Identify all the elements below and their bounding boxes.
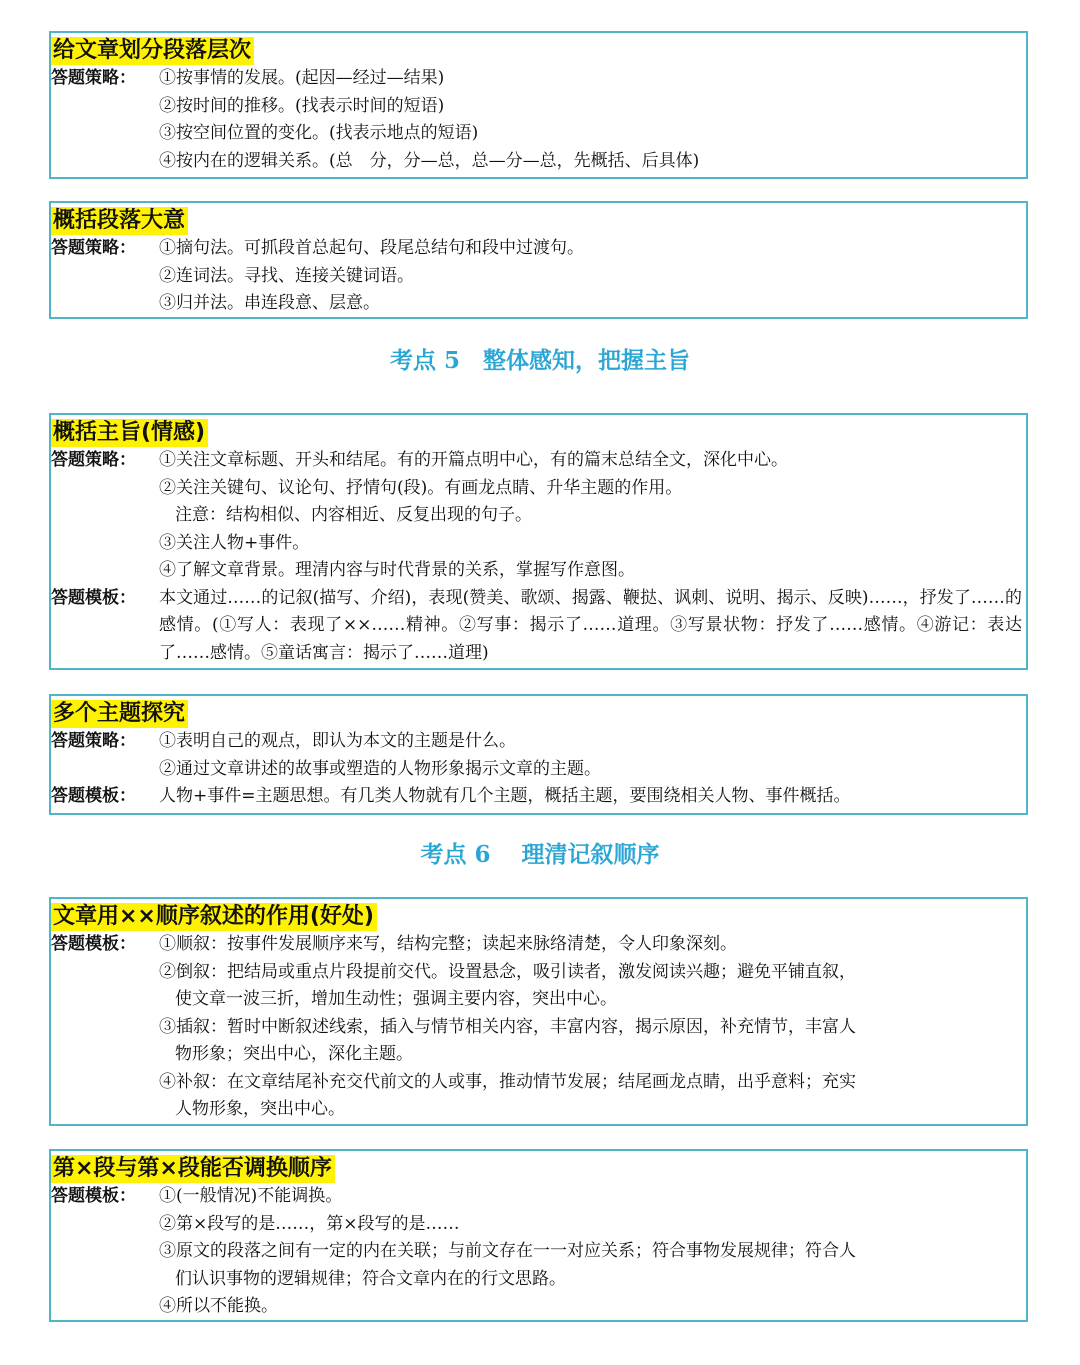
strategy-item: ①摘句法。可抓段首总起句、段尾总结句和段中过渡句。: [159, 238, 584, 258]
card-narrative-order: [49, 897, 1028, 1126]
template-item: ①(一般情况)不能调换。: [159, 1186, 343, 1206]
template-label: 答题模板：: [51, 587, 136, 608]
template-item-cont: 人物形象，突出中心。: [175, 1099, 345, 1119]
strategy-item: ③归并法。串连段意、层意。: [159, 293, 380, 313]
strategy-label: 答题策略：: [51, 450, 136, 470]
template-item-cont: 物形象；突出中心，深化主题。: [175, 1044, 413, 1064]
strategy-item: ①关注文章标题、开头和结尾。有的开篇点明中心，有的篇末总结全文，深化中心。: [159, 450, 788, 470]
template-item: ③原文的段落之间有一定的内在关联；与前文存在一一对应关系；符合事物发展规律；符合人: [159, 1241, 856, 1261]
card-title: 概括段落大意: [51, 207, 188, 235]
card-multiple-themes: [49, 694, 1028, 815]
template-item: ①顺叙：按事件发展顺序来写，结构完整；读起来脉络清楚，令人印象深刻。: [159, 934, 737, 954]
card-summarize-paragraph: [49, 201, 1028, 319]
card-title: 给文章划分段落层次: [51, 37, 254, 65]
template-item: ②倒叙：把结局或重点片段提前交代。设置悬念，吸引读者，激发阅读兴趣；避免平铺直叙，: [159, 961, 856, 982]
template-label: 答题模板：: [51, 786, 136, 806]
template-item: ④所以不能换。: [159, 1296, 278, 1316]
template-item-cont: 使文章一波三折，增加生动性；强调主要内容，突出中心。: [175, 989, 617, 1009]
card-main-theme: [49, 413, 1028, 670]
strategy-label: 答题策略：: [51, 68, 136, 88]
strategy-item: ②关注关键句、议论句、抒情句(段)。有画龙点睛、升华主题的作用。: [159, 477, 683, 498]
strategy-label: 答题策略：: [51, 731, 136, 751]
template-item: ②第×段写的是……，第×段写的是……: [159, 1213, 460, 1234]
section-heading-6: 考点 6 理清记叙顺序: [420, 841, 660, 868]
strategy-item: ④了解文章背景。理清内容与时代背景的关系，掌握写作意图。: [159, 560, 635, 580]
strategy-item: ②连词法。寻找、连接关键词语。: [159, 265, 414, 286]
strategy-item: ①按事情的发展。(起因—经过—结果): [159, 68, 445, 88]
template-label: 答题模板：: [51, 1186, 136, 1206]
strategy-note: 注意：结构相似、内容相近、反复出现的句子。: [175, 505, 532, 525]
strategy-item: ②通过文章讲述的故事或塑造的人物形象揭示文章的主题。: [159, 758, 601, 779]
template-text: 人物+事件=主题思想。有几类人物就有几个主题，概括主题，要围绕相关人物、事件概括。: [159, 786, 851, 806]
strategy-item: ③按空间位置的变化。(找表示地点的短语): [159, 123, 479, 143]
card-divide-paragraphs: [49, 31, 1028, 179]
template-label: 答题模板：: [51, 934, 136, 954]
strategy-item: ③关注人物+事件。: [159, 532, 310, 553]
strategy-label: 答题策略：: [51, 238, 136, 258]
strategy-item: ②按时间的推移。(找表示时间的短语): [159, 95, 445, 116]
card-swap-paragraphs: [49, 1149, 1028, 1322]
card-title: 第×段与第×段能否调换顺序: [51, 1155, 335, 1183]
template-item: ④补叙：在文章结尾补充交代前文的人或事，推动情节发展；结尾画龙点睛，出乎意料；充实: [159, 1071, 856, 1092]
card-title: 文章用××顺序叙述的作用(好处): [51, 903, 377, 931]
strategy-item: ①表明自己的观点，即认为本文的主题是什么。: [159, 731, 516, 751]
strategy-item: ④按内在的逻辑关系。(总 分，分—总，总—分—总，先概括、后具体): [159, 150, 700, 171]
section-heading-5: 考点 5 整体感知，把握主旨: [389, 347, 690, 374]
card-title: 多个主题探究: [51, 700, 188, 728]
template-item: ③插叙：暂时中断叙述线索，插入与情节相关内容，丰富内容，揭示原因，补充情节，丰富人: [159, 1016, 856, 1037]
template-text: 本文通过……的记叙(描写、介绍)，表现(赞美、歌颂、揭露、鞭挞、讽刺、说明、揭示、反映)……，抒发了……的感情。(①写人：表现了××……精神。②写事：揭示了……道理。③写景状物：抒发了……感情。④游记：表达了……感情。⑤童话寓言：揭示了……道理): [159, 587, 1022, 663]
template-item-cont: 们认识事物的逻辑规律；符合文章内在的行文思路。: [175, 1268, 566, 1289]
card-title: 概括主旨(情感): [51, 419, 208, 447]
